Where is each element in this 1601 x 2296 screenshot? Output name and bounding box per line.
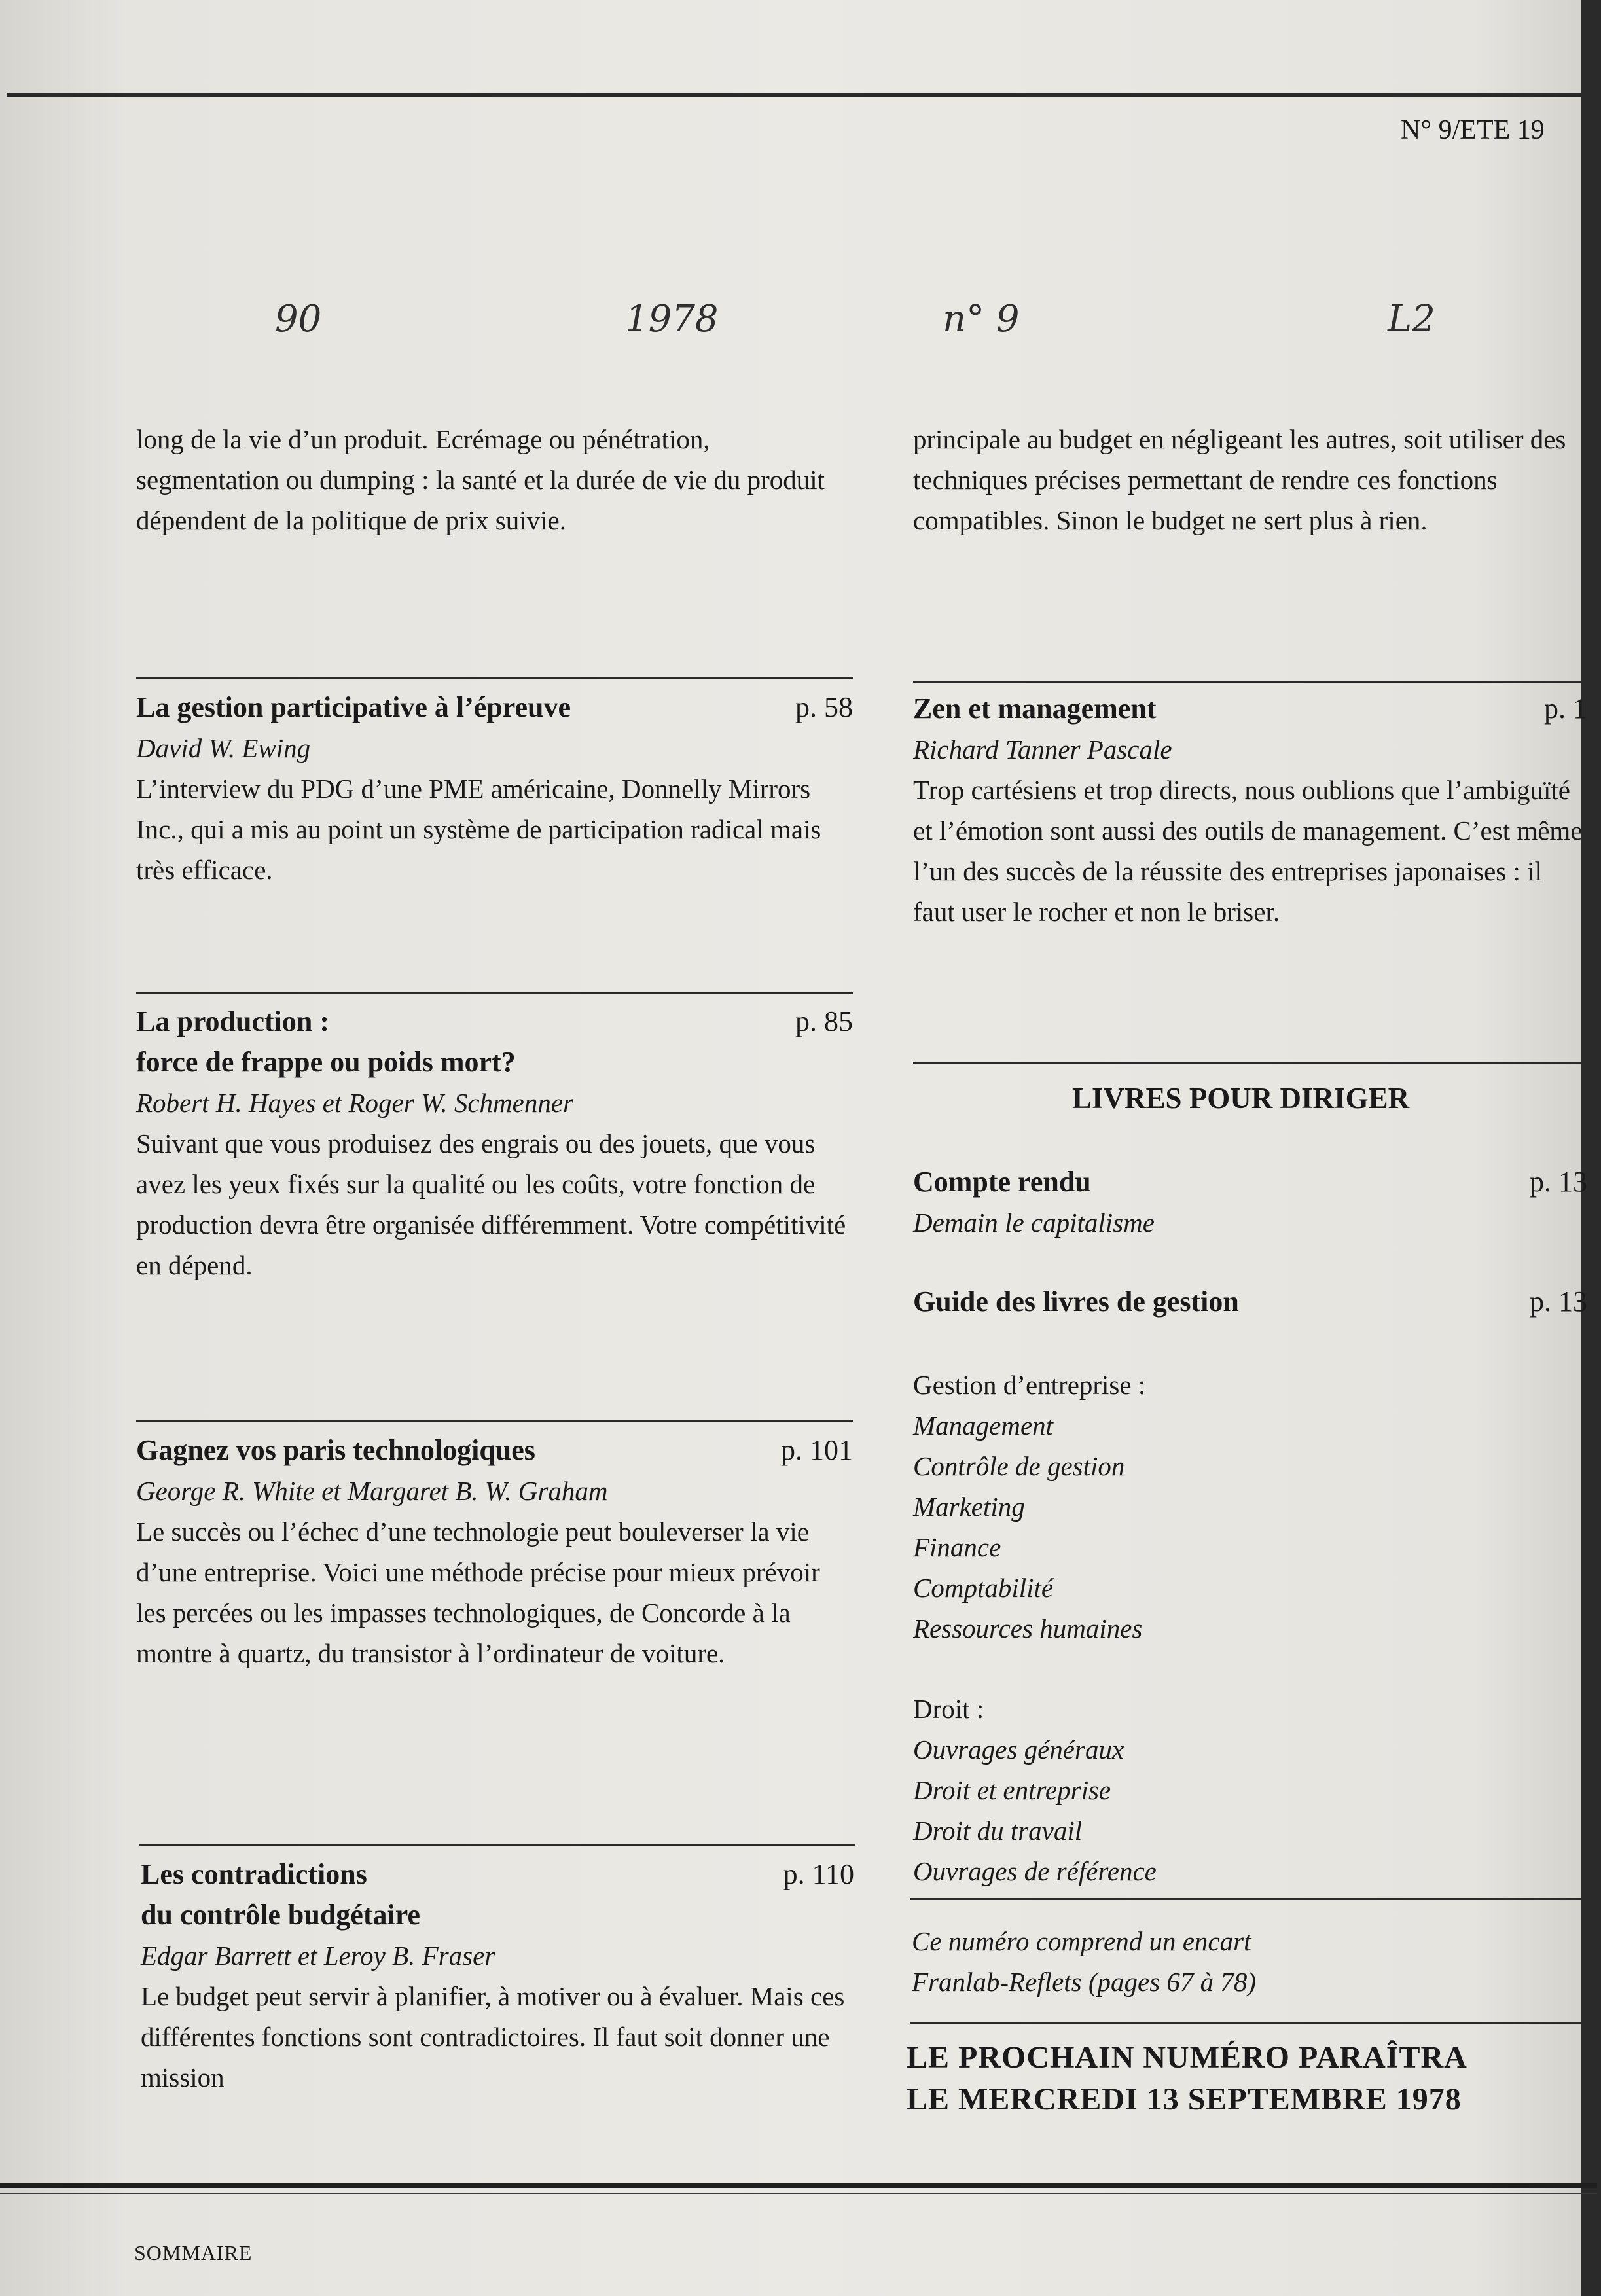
compte-rendu (913, 1162, 1587, 1243)
list-item: Ouvrages généraux (913, 1734, 1124, 1765)
compte-rendu-title-row (913, 1162, 1587, 1202)
article-page: p. 1 (1544, 692, 1587, 725)
intro-left-text: long de la vie d’un produit. Ecrémage ou pénétration, segmentation ou dumping : la santé et la durée de vie du produit dépendent de la politique de prix suivie. (136, 424, 825, 535)
article-title-row (136, 687, 853, 728)
divider (139, 1844, 855, 1846)
article-title: La production : (136, 1005, 330, 1037)
list-item: Comptabilité (913, 1573, 1054, 1603)
divider (910, 1898, 1594, 1900)
article-title-row (136, 1001, 853, 1042)
droit-label: Droit : (913, 1694, 984, 1724)
insert-note-line1: Ce numéro comprend un encart (912, 1926, 1251, 1956)
divider (913, 1062, 1591, 1064)
divider (913, 681, 1587, 683)
article-1 (136, 687, 853, 890)
divider (910, 2022, 1594, 2024)
article-summary: Le budget peut servir à planifier, à motiver ou à évaluer. Mais ces différentes fonctions sont contradictoires. Il faut soit donner une mission (141, 1981, 845, 2092)
handwritten-note-4: L2 (1388, 298, 1435, 340)
gestion-list (913, 1365, 1587, 1649)
article-zen (913, 689, 1587, 932)
guide (913, 1282, 1587, 1322)
divider (136, 1420, 853, 1422)
article-title-row (141, 1854, 854, 1895)
insert-note-line2: Franlab-Reflets (pages 67 à 78) (912, 1967, 1257, 1997)
article-title: Les contradictions (141, 1858, 367, 1890)
article-title-line2 (141, 1895, 854, 1935)
article-author: George R. White et Margaret B. W. Graham (136, 1476, 608, 1506)
next-issue-line2: LE MERCREDI 13 SEPTEMBRE 1978 (907, 2082, 1462, 2117)
article-title-2: du contrôle budgétaire (141, 1899, 420, 1931)
article-author: Edgar Barrett et Leroy B. Fraser (141, 1941, 495, 1971)
compte-rendu-title: Compte rendu (913, 1166, 1091, 1198)
compte-rendu-page: p. 13 (1530, 1166, 1587, 1198)
article-author: Robert H. Hayes et Roger W. Schmenner (136, 1088, 573, 1118)
list-item: Ressources humaines (913, 1613, 1143, 1643)
list-item: Ouvrages de référence (913, 1856, 1157, 1886)
article-3 (136, 1430, 853, 1674)
intro-right (913, 419, 1587, 541)
handwritten-note-1: 90 (275, 298, 322, 340)
article-summary: Le succès ou l’échec d’une technologie peut bouleverser la vie d’une entreprise. Voici une méthode précise pour mieux prévoir les percées ou les impasses technologiques, de Concorde à la montre à quartz, du transistor à l’ordinateur de voiture. (136, 1516, 820, 1668)
article-title: Zen et management (913, 692, 1157, 725)
guide-page: p. 13 (1530, 1285, 1587, 1318)
divider (136, 677, 853, 679)
article-author: Richard Tanner Pascale (913, 734, 1172, 764)
article-page: p. 58 (795, 691, 853, 723)
article-summary: Suivant que vous produisez des engrais ou des jouets, que vous avez les yeux fixés sur la qualité ou les coûts, votre fonction de production devra être organisée différemment. Votre compétitivité en dépend. (136, 1128, 846, 1280)
insert-note (912, 1921, 1586, 2002)
article-title-row (913, 689, 1587, 729)
bottom-rule (0, 2183, 1597, 2188)
article-page: p. 110 (783, 1858, 854, 1890)
handwritten-note-2: 1978 (625, 298, 719, 340)
article-title-line2 (136, 1042, 853, 1083)
next-issue (907, 2037, 1467, 2121)
issue-label: N° 9/ETE 19 (1401, 115, 1545, 145)
article-summary: Trop cartésiens et trop directs, nous oublions que l’ambiguïté et l’émotion sont aussi des outils de management. C’est même l’un des succès de la réussite des entreprises japonaises : il faut user le rocher et non le briser. (913, 775, 1583, 927)
compte-rendu-subtitle: Demain le capitalisme (913, 1208, 1155, 1238)
intro-right-text: principale au budget en négligeant les autres, soit utiliser des techniques précises permettant de rendre ces fonctions compatibles. Sinon le budget ne sert plus à rien. (913, 424, 1566, 535)
article-summary: L’interview du PDG d’une PME américaine, Donnelly Mirrors Inc., qui a mis au point un système de participation radical mais très efficace. (136, 774, 821, 885)
guide-title-row (913, 1282, 1587, 1322)
article-title-2: force de frappe ou poids mort? (136, 1046, 516, 1078)
next-issue-line1: LE PROCHAIN NUMÉRO PARAÎTRA (907, 2040, 1467, 2075)
article-title-row (136, 1430, 853, 1471)
article-page: p. 101 (781, 1434, 853, 1466)
article-title: La gestion participative à l’épreuve (136, 691, 571, 723)
gestion-label: Gestion d’entreprise : (913, 1370, 1146, 1400)
books-heading: LIVRES POUR DIRIGER (1072, 1082, 1410, 1115)
list-item: Droit et entreprise (913, 1775, 1111, 1805)
list-item: Droit du travail (913, 1816, 1083, 1846)
article-4 (141, 1854, 854, 2098)
article-title: Gagnez vos paris technologiques (136, 1434, 535, 1466)
footer-label: SOMMAIRE (134, 2241, 253, 2265)
list-item: Marketing (913, 1492, 1025, 1522)
divider (136, 992, 853, 994)
article-2 (136, 1001, 853, 1285)
top-rule (7, 93, 1591, 97)
intro-left (136, 419, 856, 541)
droit-list (913, 1689, 1587, 1892)
list-item: Contrôle de gestion (913, 1451, 1125, 1481)
article-page: p. 85 (795, 1005, 853, 1037)
handwritten-note-3: n° 9 (943, 298, 1020, 340)
guide-title: Guide des livres de gestion (913, 1285, 1239, 1318)
article-author: David W. Ewing (136, 733, 311, 763)
list-item: Management (913, 1410, 1054, 1441)
bottom-rule-thin (0, 2193, 1597, 2194)
list-item: Finance (913, 1532, 1001, 1562)
